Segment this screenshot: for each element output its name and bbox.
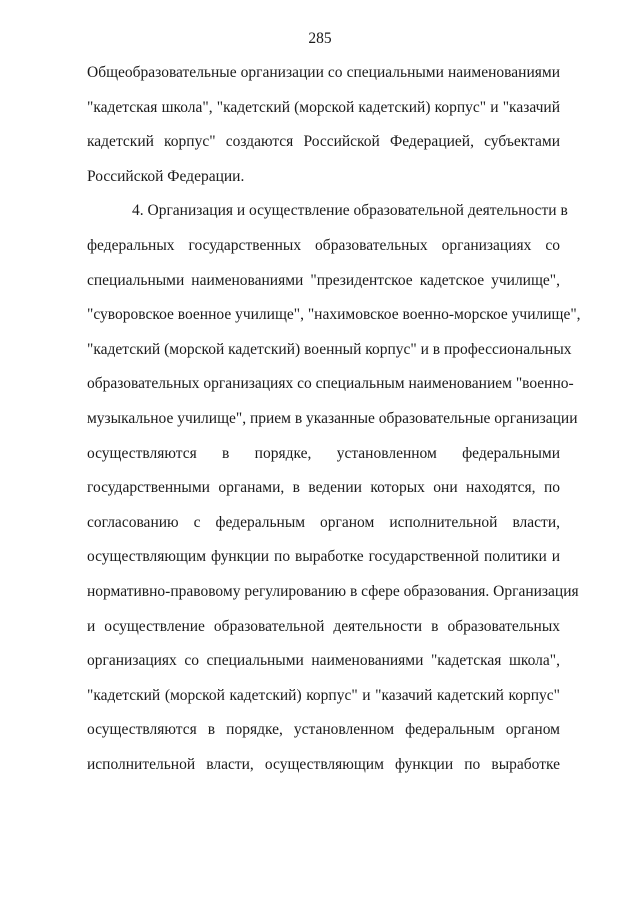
text-line: осуществляются в порядке, установленном федеральным органом	[87, 721, 560, 739]
text-line: Общеобразовательные организации со специальными наименованиями	[87, 64, 560, 81]
text-line: организациях со специальными наименованиями "кадетская школа",	[87, 652, 560, 670]
document-body	[87, 56, 581, 782]
text-line: государственными органами, в ведении которых они находятся, по	[87, 479, 560, 497]
text-line: согласованию с федеральным органом исполнительной власти,	[87, 513, 560, 531]
text-line: федеральных государственных образовательных организациях со	[87, 236, 560, 254]
text-line: и осуществление образовательной деятельности в образовательных	[87, 617, 560, 635]
text-line: осуществляются в порядке, установленном федеральными	[87, 444, 560, 462]
text-line: кадетский корпус" создаются Российской Федерацией, субъектами	[87, 133, 560, 151]
text-line: образовательных организациях со специальным наименованием "военно-	[87, 375, 574, 393]
page-number: 285	[308, 30, 332, 47]
text-line: нормативно-правовому регулированию в сфере образования. Организация	[87, 582, 579, 600]
text-line: исполнительной власти, осуществляющим функции по выработке	[87, 755, 560, 773]
text-line: музыкальное училище", прием в указанные образовательные организации	[87, 409, 578, 427]
text-line: "кадетский (морской кадетский) военный корпус" и в профессиональных	[87, 340, 572, 358]
text-line: специальными наименованиями "президентское кадетское училище",	[87, 271, 560, 289]
text-line: "кадетская школа", "кадетский (морской кадетский) корпус" и "казачий	[87, 98, 560, 116]
text-line: осуществляющим функции по выработке государственной политики и	[87, 548, 560, 566]
text-line: "суворовское военное училище", "нахимовское военно-морское училище",	[87, 306, 581, 324]
text-line: Российской Федерации.	[87, 167, 245, 185]
text-line: "кадетский (морской кадетский) корпус" и "казачий кадетский корпус"	[87, 686, 560, 704]
paragraph-2	[87, 194, 581, 782]
text-line: 4. Организация и осуществление образовательной деятельности в	[132, 202, 568, 220]
paragraph-1	[87, 56, 560, 194]
